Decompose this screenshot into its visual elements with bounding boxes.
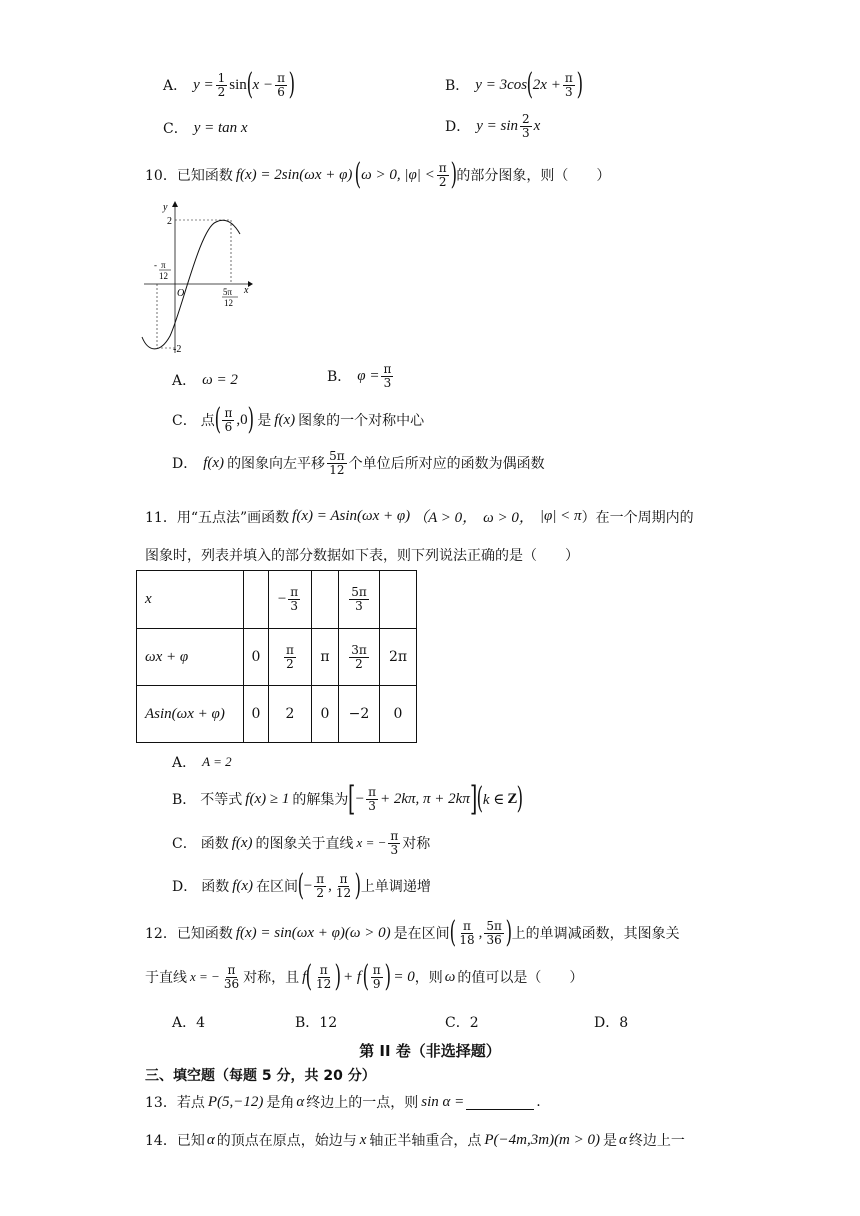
- range: + 2kπ, π + 2kπ: [379, 790, 470, 807]
- expr: y = sin: [476, 117, 519, 134]
- q12-option-a: A．4: [172, 1015, 206, 1031]
- table-cell: 0: [244, 686, 269, 743]
- inequality: f(x) ≥ 1: [245, 790, 290, 807]
- table-cell: $\frac{3\pi}{2}$: [339, 629, 380, 686]
- option-text: 上单调递增: [360, 879, 431, 895]
- stem-text: 图象时，列表并填入的部分数据如下表，则下列说法正确的是（ ）: [145, 548, 579, 564]
- q14-stem: 14． 已知 α 的顶点在原点，始边与 x 轴正半轴重合，点 P(−4m,3m)(m > 0) 是 α 终边上一: [145, 1131, 685, 1149]
- section-title: 第 II 卷（非选择题）: [359, 1042, 501, 1060]
- question-number: 10．: [145, 168, 177, 184]
- table-cell: −2: [339, 686, 380, 743]
- option-text: 图象的一个对称中心: [298, 413, 425, 429]
- var: x: [533, 117, 541, 134]
- stem-text: 的顶点在原点，始边与: [216, 1133, 357, 1149]
- q10-option-a: [172, 370, 238, 390]
- q9-option-c: [163, 118, 248, 138]
- table-cell: π: [312, 629, 339, 686]
- stem-text: 于直线: [145, 970, 187, 986]
- origin-label: O: [177, 288, 185, 299]
- option-text: 的图象关于直线: [255, 836, 354, 853]
- right-tick-den: 12: [224, 298, 233, 308]
- option-text: 在区间: [256, 879, 299, 895]
- stem-text: 的部分图象，则（ ）: [456, 168, 611, 184]
- stem-text: ，则: [414, 970, 443, 986]
- q11-table: [136, 570, 417, 743]
- q12-stem-line1: 12． 已知函数 f(x) = sin(ωx + φ)(ω > 0) 是在区间 ( $\frac{\pi}{18}$ , $\frac{5\pi}{36}$ ) 上的单调减函数，其图象关: [145, 915, 680, 950]
- option-text: 函数: [200, 836, 229, 853]
- option-text: 的解集为: [292, 792, 349, 808]
- condition: ω > 0，: [483, 510, 534, 526]
- option-text: φ =: [357, 367, 380, 384]
- stem-text: 是在区间: [393, 926, 450, 942]
- stem-text: 终边上一: [628, 1133, 685, 1149]
- option-letter: B．: [445, 78, 470, 94]
- stem-text: 已知函数: [176, 926, 233, 942]
- q11-option-b: B． 不等式 f(x) ≥ 1 的解集为 [ − $\frac{\pi}{3}$ + 2kπ, π + 2kπ ] ( k ∈ Z ): [172, 779, 524, 819]
- func-expr: f(x) = Asin(ωx + φ): [292, 508, 411, 524]
- stem-text: 终边上的一点，则: [306, 1095, 419, 1111]
- option-text: ω = 2: [202, 371, 238, 388]
- table-cell: Asin(ωx + φ): [137, 686, 244, 743]
- table-cell: − $\frac{\pi}{3}$: [269, 571, 312, 629]
- expr: y =: [193, 76, 214, 93]
- stem-text: 已知函数: [176, 168, 233, 184]
- table-cell: 2π: [380, 629, 417, 686]
- option-text: 的图象向左平移: [227, 456, 326, 473]
- option-letter: B．: [172, 792, 197, 808]
- table-cell: $\frac{\pi}{2}$: [269, 629, 312, 686]
- x-axis-arrow: [248, 281, 253, 287]
- q11-stem-line2: [145, 545, 579, 565]
- stem-text: 是: [603, 1133, 618, 1149]
- option-letter: A．: [172, 373, 197, 389]
- option-letter: A．: [163, 78, 188, 94]
- stem-text: 若点: [176, 1095, 205, 1111]
- condition: ω > 0, |φ| <: [361, 166, 435, 183]
- left-tick-sign: -: [154, 260, 157, 270]
- q9-option-b: B． y = 3cos ( 2x + $\frac{\pi}{3}$ ): [445, 67, 583, 102]
- q12-option-c: C．2: [445, 1015, 479, 1031]
- y-axis-arrow: [172, 201, 178, 207]
- table-row: [137, 571, 417, 629]
- option-letter: C．: [163, 121, 188, 137]
- inner-expr: 2x +: [532, 76, 561, 93]
- x-label: x: [244, 285, 249, 296]
- option-letter: C．: [172, 413, 197, 429]
- point: P(5,−12): [207, 1093, 264, 1110]
- option-text: 点: [200, 413, 215, 429]
- q10-option-c: C． 点 ( $\frac{\pi}{6}$ ,0 ) 是 f(x) 图象的一个对称中心: [172, 402, 425, 437]
- option-text: 不等式: [200, 792, 243, 808]
- section-heading: 三、填空题（每题 5 分，共 20 分）: [145, 1068, 376, 1084]
- stem-text: 已知: [176, 1133, 205, 1149]
- option-letter: D．: [445, 119, 471, 136]
- condition: （A > 0，: [413, 510, 478, 526]
- question-number: 11．: [145, 509, 177, 526]
- y-min-label: -2: [173, 344, 182, 355]
- fraction: $\frac{1}{2}$: [217, 70, 226, 99]
- func: f(x): [274, 411, 296, 428]
- table-cell: $\frac{5\pi}{3}$: [339, 571, 380, 629]
- question-number: 14．: [145, 1133, 177, 1149]
- option-letter: D．: [172, 879, 198, 895]
- question-number: 12．: [145, 926, 177, 942]
- option-text: A = 2: [202, 754, 232, 769]
- func-expr: f(x) = 2sin(ωx + φ): [235, 166, 353, 183]
- answer-blank[interactable]: [466, 1095, 534, 1110]
- left-tick-den: 12: [159, 271, 168, 281]
- q10-graph: [140, 198, 255, 358]
- q12-stem-line2: 于直线 x = − $\frac{\pi}{36}$ 对称，且 f ( $\frac{\pi}{12}$ ) + f ( $\frac{\pi}{9}$ ) = 0 ，则 ω 的值可以是（ ）: [145, 959, 584, 994]
- expr: y = 3cos: [475, 76, 528, 93]
- func: f(x): [231, 834, 253, 851]
- q11-option-c: C． 函数 f(x) 的图象关于直线 x = − $\frac{\pi}{3}$ 对称: [172, 829, 431, 857]
- expr: y = tan x: [193, 119, 248, 136]
- stem-text: 对称，且: [243, 970, 300, 986]
- table-cell: 0: [244, 629, 269, 686]
- y-max-label: 2: [167, 216, 172, 227]
- q9-option-d: D． y = sin $\frac{2}{3}$ x: [445, 112, 541, 140]
- stem-text: 上的单调减函数，其图象关: [511, 926, 680, 942]
- table-cell: 2: [269, 686, 312, 743]
- question-number: 13．: [145, 1095, 177, 1111]
- table-cell: 0: [312, 686, 339, 743]
- table-cell: ωx + φ: [137, 629, 244, 686]
- stem-text: ）在一个周期内的: [581, 509, 694, 526]
- stem-text: 轴正半轴重合，点: [369, 1133, 482, 1149]
- stem-text: 是角: [266, 1095, 295, 1111]
- q12-option-d: D．8: [594, 1015, 629, 1031]
- q11-option-d: D． 函数 f(x) 在区间 ( − $\frac{\pi}{2}$ , $\frac{\pi}{12}$ ) 上单调递增: [172, 868, 431, 903]
- table-cell: [380, 571, 417, 629]
- table-row: [137, 686, 417, 743]
- right-tick-num: 5π: [223, 287, 233, 297]
- table-cell: 0: [380, 686, 417, 743]
- option-letter: B．: [327, 369, 352, 386]
- option-text: 个单位后所对应的函数为偶函数: [348, 456, 545, 473]
- q11-stem-line1: [145, 506, 694, 527]
- option-text: 对称: [402, 836, 431, 853]
- stem-text: 用“五点法”画函数: [176, 509, 290, 526]
- stem-text: 的值可以是（ ）: [457, 970, 584, 986]
- option-letter: D．: [172, 456, 198, 473]
- option-letter: A．: [172, 755, 197, 771]
- q10-option-b: B． φ = $\frac{\pi}{3}$: [327, 362, 392, 390]
- func: sin: [229, 76, 247, 93]
- option-letter: C．: [172, 836, 197, 853]
- table-cell: x: [137, 571, 244, 629]
- func: f(x): [203, 454, 225, 471]
- inner-expr: x −: [252, 76, 274, 93]
- q13-stem: 13． 若点 P(5,−12) 是角 α 终边上的一点，则 sin α = .: [145, 1093, 541, 1111]
- condition: |φ| < π: [539, 508, 582, 524]
- q9-option-a: A． y = $\frac{1}{2}$ sin ( x − $\frac{\pi}{6}$ ): [163, 67, 296, 102]
- func-expr: f(x) = sin(ωx + φ)(ω > 0): [235, 924, 391, 941]
- q12-option-b: B．12: [295, 1015, 338, 1031]
- table-cell: [244, 571, 269, 629]
- q11-option-a: [172, 752, 232, 772]
- option-text: 函数: [201, 879, 230, 895]
- point: P(−4m,3m)(m > 0): [484, 1131, 601, 1148]
- option-text: 是: [257, 413, 272, 429]
- left-tick-num: π: [161, 260, 166, 270]
- q10-option-d: D． f(x) 的图象向左平移 $\frac{5\pi}{12}$ 个单位后所对应的函数为偶函数: [172, 449, 545, 477]
- sine-curve: [142, 220, 240, 349]
- table-cell: [312, 571, 339, 629]
- table-row: [137, 629, 417, 686]
- y-label: y: [163, 202, 168, 213]
- func: f(x): [232, 877, 254, 894]
- q10-stem: 10． 已知函数 f(x) = 2sin(ωx + φ) ( ω > 0, |φ| < $\frac{\pi}{2}$ ) 的部分图象，则（ ）: [145, 157, 611, 192]
